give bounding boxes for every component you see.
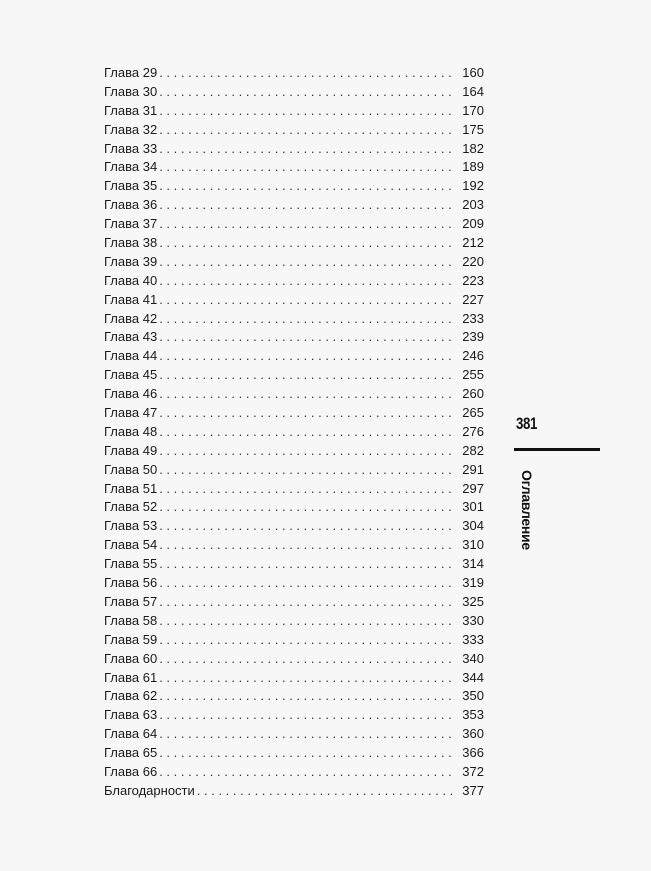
toc-entry-page: 282 xyxy=(462,442,484,458)
toc-entry-title: Глава 34 xyxy=(104,159,158,175)
toc-entry[interactable] xyxy=(104,612,484,631)
toc-entry-title: Глава 39 xyxy=(104,253,158,269)
toc-entry[interactable] xyxy=(104,555,484,574)
toc-entry-page: 314 xyxy=(462,556,484,572)
toc-entry-page: 192 xyxy=(462,178,484,194)
toc-entry-title: Глава 64 xyxy=(104,726,158,742)
toc-entry-page: 304 xyxy=(462,518,484,534)
toc-leader-dots xyxy=(159,196,454,215)
toc-entry[interactable] xyxy=(104,215,484,234)
toc-entry[interactable] xyxy=(104,461,484,480)
toc-leader-dots xyxy=(159,744,454,763)
toc-leader-dots xyxy=(159,517,454,536)
toc-entry-page: 260 xyxy=(462,386,484,402)
toc-leader-dots xyxy=(159,574,454,593)
toc-entry[interactable] xyxy=(104,706,484,725)
toc-entry-page: 325 xyxy=(462,593,484,609)
toc-leader-dots xyxy=(159,498,454,517)
toc-entry-page: 164 xyxy=(462,83,484,99)
toc-entry-title: Глава 49 xyxy=(104,442,158,458)
toc-entry-page: 350 xyxy=(462,688,484,704)
toc-entry-page: 301 xyxy=(462,499,484,515)
toc-entry-title: Глава 32 xyxy=(104,121,158,137)
toc-entry-title: Глава 52 xyxy=(104,499,158,515)
toc-leader-dots xyxy=(159,442,454,461)
toc-entry-title: Глава 29 xyxy=(104,65,158,80)
toc-entry-page: 344 xyxy=(462,669,484,685)
toc-entry-title: Глава 63 xyxy=(104,707,158,723)
toc-entry[interactable] xyxy=(104,310,484,329)
toc-leader-dots xyxy=(159,121,454,140)
toc-leader-dots xyxy=(159,347,454,366)
toc-entry-page: 366 xyxy=(462,745,484,761)
toc-leader-dots xyxy=(159,480,454,499)
toc-entry-title: Глава 57 xyxy=(104,593,158,609)
toc-entry-title: Глава 53 xyxy=(104,518,158,534)
toc-leader-dots xyxy=(159,291,454,310)
toc-entry-page: 227 xyxy=(462,291,484,307)
toc-entry-page: 265 xyxy=(462,405,484,421)
toc-entry[interactable] xyxy=(104,763,484,782)
toc-leader-dots xyxy=(159,555,454,574)
toc-entry-title: Глава 46 xyxy=(104,386,158,402)
toc-entry-title: Глава 61 xyxy=(104,669,158,685)
toc-leader-dots xyxy=(197,782,454,801)
toc-leader-dots xyxy=(159,593,454,612)
toc-entry-page: 175 xyxy=(462,121,484,137)
toc-leader-dots xyxy=(159,102,454,121)
toc-entry-title: Глава 56 xyxy=(104,575,158,591)
toc-leader-dots xyxy=(159,423,454,442)
toc-entry[interactable] xyxy=(104,782,484,801)
toc-entry-page: 182 xyxy=(462,140,484,156)
toc-entry-title: Глава 40 xyxy=(104,272,158,288)
toc-entry-page: 276 xyxy=(462,423,484,439)
toc-entry[interactable] xyxy=(104,83,484,102)
toc-leader-dots xyxy=(159,140,454,159)
toc-entry-title: Глава 59 xyxy=(104,631,158,647)
toc-leader-dots xyxy=(159,385,454,404)
toc-entry[interactable] xyxy=(104,650,484,669)
toc-entry-page: 212 xyxy=(462,235,484,251)
toc-entry[interactable] xyxy=(104,631,484,650)
toc-entry-title: Глава 51 xyxy=(104,480,158,496)
toc-entry[interactable] xyxy=(104,272,484,291)
toc-entry-title: Глава 31 xyxy=(104,102,158,118)
toc-entry[interactable] xyxy=(104,291,484,310)
toc-entry[interactable] xyxy=(104,177,484,196)
toc-entry-page: 255 xyxy=(462,367,484,383)
toc-leader-dots xyxy=(159,612,454,631)
toc-leader-dots xyxy=(159,461,454,480)
toc-entry[interactable] xyxy=(104,498,484,517)
toc-entry-page: 220 xyxy=(462,253,484,269)
toc-entry[interactable] xyxy=(104,480,484,499)
toc-entry-title: Глава 43 xyxy=(104,329,158,345)
toc-entry-page: 360 xyxy=(462,726,484,742)
toc-entry[interactable] xyxy=(104,328,484,347)
toc-entry[interactable] xyxy=(104,347,484,366)
toc-leader-dots xyxy=(159,310,454,329)
toc-entry[interactable] xyxy=(104,121,484,140)
toc-entry-title: Глава 55 xyxy=(104,556,158,572)
toc-entry-title: Глава 41 xyxy=(104,291,158,307)
toc-leader-dots xyxy=(159,536,454,555)
toc-entry-title: Глава 65 xyxy=(104,745,158,761)
toc-entry-title: Глава 50 xyxy=(104,461,158,477)
toc-leader-dots xyxy=(159,158,454,177)
toc-entry-title: Глава 35 xyxy=(104,178,158,194)
toc-entry-title: Глава 66 xyxy=(104,763,158,779)
toc-entry-page: 209 xyxy=(462,216,484,232)
toc-entry[interactable] xyxy=(104,158,484,177)
toc-leader-dots xyxy=(159,366,454,385)
toc-entry[interactable] xyxy=(104,423,484,442)
page-number: 381 xyxy=(516,414,537,433)
running-head-divider xyxy=(514,448,600,451)
toc-leader-dots xyxy=(159,763,454,782)
toc-leader-dots xyxy=(159,650,454,669)
toc-entry-page: 233 xyxy=(462,310,484,326)
toc-entry-title: Глава 58 xyxy=(104,612,158,628)
toc-entry-title: Благодарности xyxy=(104,782,195,798)
toc-entry-title: Глава 36 xyxy=(104,197,158,213)
toc-leader-dots xyxy=(159,328,454,347)
toc-entry-title: Глава 54 xyxy=(104,537,158,553)
toc-entry-page: 377 xyxy=(462,782,484,798)
toc-entry-title: Глава 30 xyxy=(104,83,158,99)
toc-entry-page: 223 xyxy=(462,272,484,288)
toc-leader-dots xyxy=(159,234,454,253)
toc-leader-dots xyxy=(159,687,454,706)
toc-entry-page: 333 xyxy=(462,631,484,647)
toc-entry[interactable] xyxy=(104,536,484,555)
toc-entry[interactable] xyxy=(104,593,484,612)
toc-entry-page: 297 xyxy=(462,480,484,496)
toc-entry-title: Глава 37 xyxy=(104,216,158,232)
toc-entry[interactable] xyxy=(104,442,484,461)
toc-entry-title: Глава 60 xyxy=(104,650,158,666)
toc-entry-title: Глава 33 xyxy=(104,140,158,156)
toc-leader-dots xyxy=(159,272,454,291)
toc-entry-page: 203 xyxy=(462,197,484,213)
toc-entry[interactable] xyxy=(104,725,484,744)
toc-leader-dots xyxy=(159,631,454,650)
toc-entry[interactable] xyxy=(104,687,484,706)
toc-entry[interactable] xyxy=(104,385,484,404)
toc-leader-dots xyxy=(159,83,454,102)
toc-entry-title: Глава 47 xyxy=(104,405,158,421)
toc-leader-dots xyxy=(159,404,454,423)
toc-entry[interactable] xyxy=(104,64,484,83)
toc-entry-page: 353 xyxy=(462,707,484,723)
toc-entry[interactable] xyxy=(104,196,484,215)
toc-leader-dots xyxy=(159,253,454,272)
toc-entry[interactable] xyxy=(104,669,484,688)
toc-entry-page: 170 xyxy=(462,102,484,118)
toc-entry-title: Глава 38 xyxy=(104,235,158,251)
toc-entry[interactable] xyxy=(104,102,484,121)
toc-entry-page: 319 xyxy=(462,575,484,591)
toc-entry-page: 189 xyxy=(462,159,484,175)
toc-entry[interactable] xyxy=(104,744,484,763)
toc-entry-page: 310 xyxy=(462,537,484,553)
toc-entry-title: Глава 48 xyxy=(104,423,158,439)
toc-leader-dots xyxy=(159,177,454,196)
toc-entry-title: Глава 42 xyxy=(104,310,158,326)
toc-entry-title: Глава 44 xyxy=(104,348,158,364)
toc-entry[interactable] xyxy=(104,140,484,159)
toc-leader-dots xyxy=(159,215,454,234)
running-head-title: Оглавление xyxy=(519,470,535,550)
table-of-contents xyxy=(104,64,484,801)
toc-leader-dots xyxy=(159,706,454,725)
toc-entry-page: 291 xyxy=(462,461,484,477)
toc-entry[interactable] xyxy=(104,517,484,536)
toc-entry-title: Глава 45 xyxy=(104,367,158,383)
toc-entry[interactable] xyxy=(104,366,484,385)
toc-entry-page: 372 xyxy=(462,763,484,779)
toc-entry[interactable] xyxy=(104,253,484,272)
toc-entry-page: 340 xyxy=(462,650,484,666)
toc-entry-title: Глава 62 xyxy=(104,688,158,704)
toc-entry-page: 160 xyxy=(462,65,484,80)
toc-entry-page: 239 xyxy=(462,329,484,345)
toc-entry-page: 330 xyxy=(462,612,484,628)
toc-entry[interactable] xyxy=(104,234,484,253)
toc-leader-dots xyxy=(159,669,454,688)
toc-entry-page: 246 xyxy=(462,348,484,364)
toc-entry[interactable] xyxy=(104,574,484,593)
toc-entry[interactable] xyxy=(104,404,484,423)
toc-leader-dots xyxy=(159,725,454,744)
toc-leader-dots xyxy=(159,64,454,83)
